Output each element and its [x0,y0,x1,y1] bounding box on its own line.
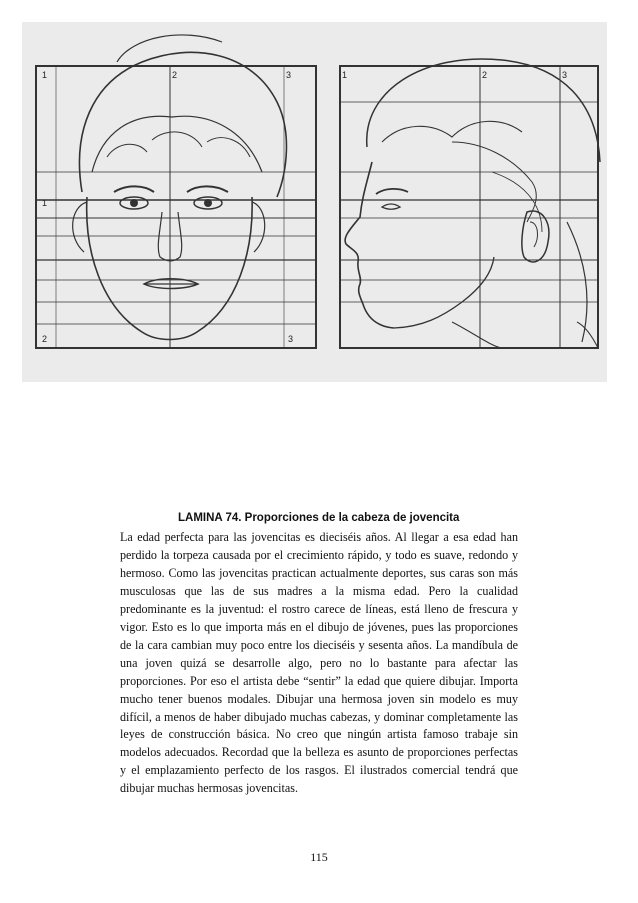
head-proportions-illustration [22,22,607,382]
profile-label: 1 [342,70,348,80]
front-label: 1 [42,70,48,80]
body-paragraph: La edad perfecta para las jovencitas es dieciséis años. Al llegar a esa edad han perdido la torpeza causada por el crecimiento rápido, y todo es suave, redondo y hermoso. Como las jovencitas practican actualmente deportes, sus caras son más musculosas que las de sus madres a la misma edad. Pero la cualidad predominante es la juventud: el rostro carece de líneas, está lleno de frescura y vigor. Esto es lo que importa más en el dibujo de jóvenes, pues las proporciones de la cara cambian muy poco entre los dieciséis y sesenta años. La mandíbula de una joven quizá se desarrolle algo, pero no lo bastante para afectar las proporciones. Por eso el artista debe “sentir” la edad que quiere dibujar. Importa mucho tener buenos modales. Dibujar una hermosa joven sin modelo es muy difícil, a menos de haber dibujado muchas cabezas, y dominar completamente las leyes de construcción básica. No creo que ningún artista famoso trabaje sin modelos adecuados. Recordad que la belleza es asunto de proporciones perfectas y el emplazamiento perfecto de los rasgos. El ilustrados comercial tendrá que dibujar muchas hermosas jovencitas. [120,530,518,796]
front-label: 3 [286,70,292,80]
front-label: 1 [42,198,48,208]
front-label: 3 [288,334,294,344]
profile-label: 3 [562,70,568,80]
front-label: 2 [42,334,48,344]
profile-label: 2 [482,70,488,80]
sketch-drawing [22,22,607,382]
page-number: 115 [310,850,328,864]
front-label: 2 [172,70,178,80]
figure-caption: LAMINA 74. Proporciones de la cabeza de jovencita [178,512,460,524]
